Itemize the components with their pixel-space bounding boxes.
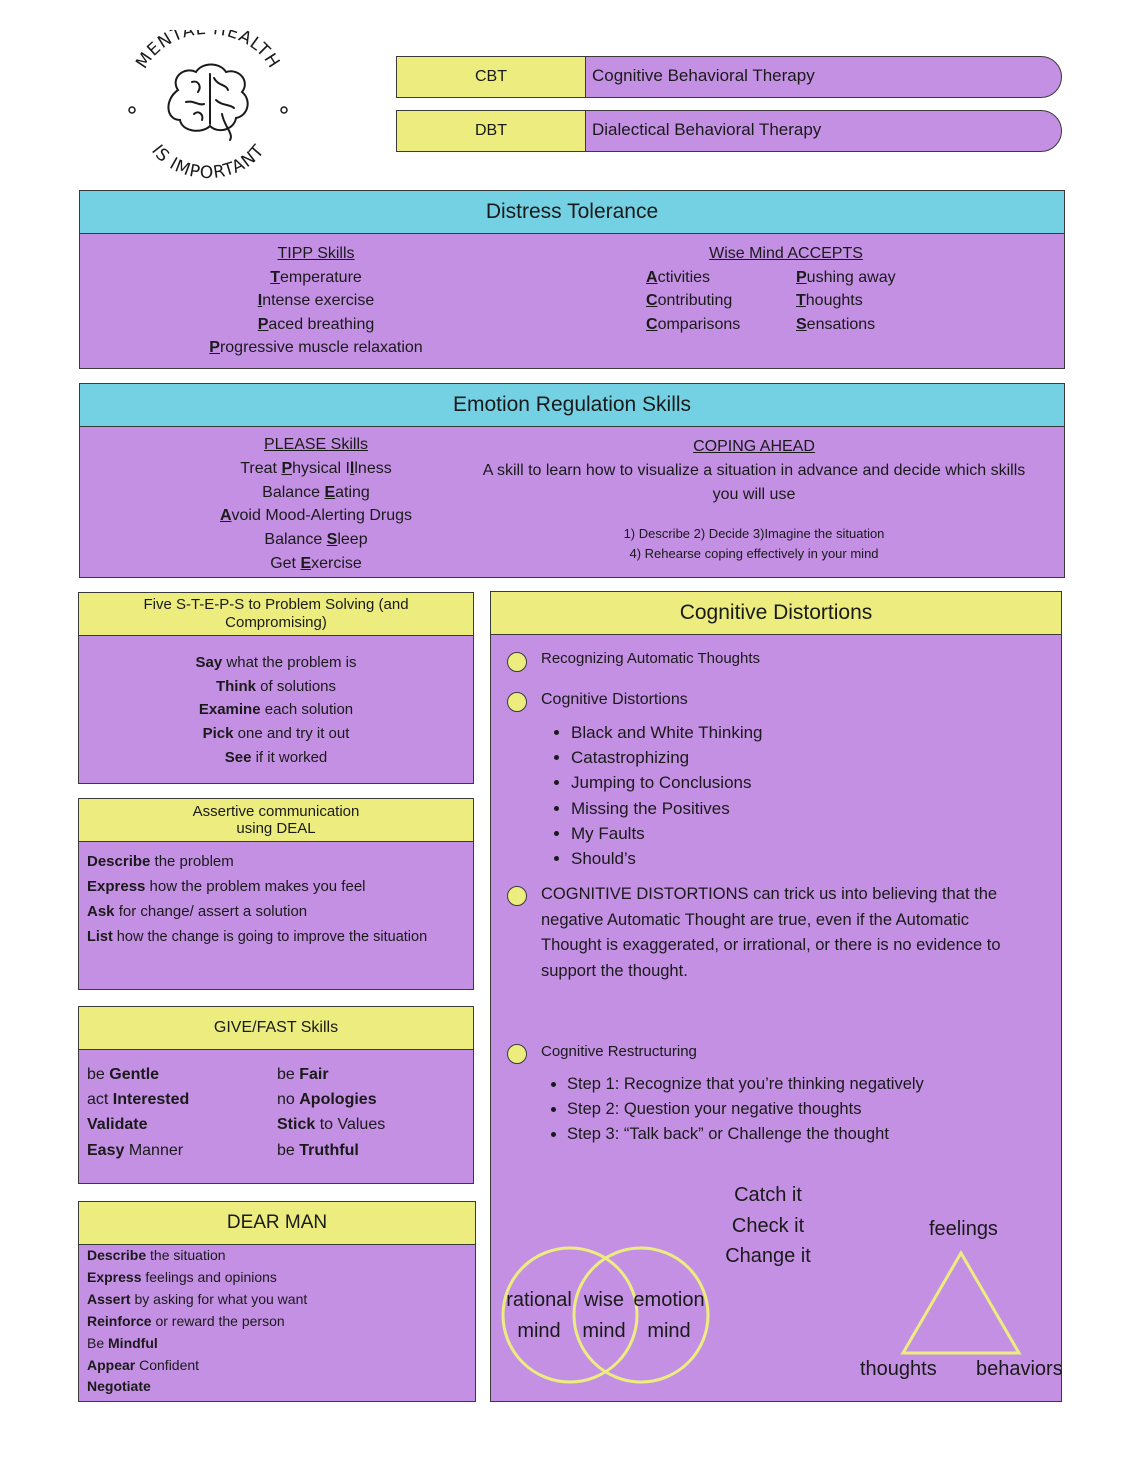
- list-item: Treat Physical Illness: [240, 459, 392, 477]
- dearman-header: DEAR MAN: [78, 1201, 476, 1245]
- list-item: • My Faults: [571, 821, 941, 846]
- coping-section: [478, 435, 1030, 564]
- list-item: Think of solutions: [215, 677, 337, 695]
- list-item: Appear Confident: [87, 1356, 200, 1373]
- list-item: List how the change is going to improve the situation: [87, 928, 428, 945]
- distortions-body: [490, 634, 1062, 1402]
- list-item: act Interested: [87, 1091, 190, 1109]
- list-item: Stick to Values: [277, 1116, 386, 1134]
- list-item: Activities: [646, 268, 711, 286]
- distress-header: Distress Tolerance: [79, 190, 1065, 234]
- svg-text:IS IMPORTANT: IS IMPORTANT: [147, 140, 269, 180]
- please-title: PLEASE Skills: [263, 436, 369, 453]
- steps-header: Five S-T-E-P-S to Problem Solving (and Compromising): [78, 592, 474, 636]
- list-item: Progressive muscle relaxation: [209, 339, 423, 356]
- list-item: • Step 1: Recognize that you’re thinking negatively: [567, 1072, 957, 1097]
- svg-text:MENTAL HEALTH: MENTA EALTH: [132, 30, 284, 73]
- accepts-right: [796, 266, 956, 337]
- catch-line: Change it: [725, 1245, 811, 1267]
- list-item: See if it worked: [224, 748, 328, 766]
- catch-line: Check it: [731, 1214, 805, 1237]
- coping-steps: 1) Describe 2) Decide 3)Imagine the situation: [623, 526, 885, 542]
- coping-desc: A skill to learn how to visualize a situation in advance and decide which skills you will use: [482, 461, 1026, 503]
- list-item: Sensations: [796, 315, 876, 333]
- please-list: [190, 433, 442, 576]
- list-item: Thoughts: [796, 292, 863, 309]
- triangle-right-label: behaviors: [976, 1358, 1063, 1380]
- distress-body: [79, 233, 1065, 369]
- list-item: no Apologies: [277, 1091, 377, 1109]
- coping-steps: 4) Rehearse coping effectively in your mind: [629, 546, 879, 562]
- catch-check-change: [701, 1180, 835, 1272]
- logo: [118, 30, 298, 180]
- list-item: Avoid Mood-Alerting Drugs: [219, 507, 413, 525]
- distortion-point: Cognitive Restructuring: [541, 1043, 697, 1060]
- abbrev-abbr: CBT: [396, 56, 586, 98]
- list-item: Describe the problem: [87, 853, 234, 870]
- abbrev-row-cbt: [396, 56, 1062, 98]
- list-item: be Gentle: [87, 1066, 160, 1083]
- list-item: Pick one and try it out: [202, 725, 350, 743]
- coping-title: COPING AHEAD: [693, 438, 815, 455]
- abbrev-abbr: DBT: [396, 110, 586, 152]
- tipp-list: [180, 242, 452, 360]
- triangle-left-label: thoughts: [860, 1358, 937, 1380]
- list-item: • Step 3: “Talk back” or Challenge the thought: [567, 1122, 957, 1147]
- bullet-circle-icon: [507, 692, 527, 712]
- venn-right-label: emotion mind: [633, 1289, 705, 1342]
- list-item: Easy Manner: [87, 1141, 184, 1159]
- abbrev-full: Dialectical Behavioral Therapy: [585, 110, 1062, 152]
- restructure-list: [537, 1072, 957, 1148]
- givefast-body: [78, 1049, 474, 1184]
- emotion-header: Emotion Regulation Skills: [79, 383, 1065, 427]
- accepts-left: [646, 266, 786, 337]
- list-item: Describe the situation: [87, 1247, 226, 1263]
- accepts-title: Wise Mind ACCEPTS: [709, 245, 863, 262]
- list-item: Express how the problem makes you feel: [87, 878, 366, 896]
- list-item: Get Exercise: [270, 554, 362, 572]
- list-item: Express feelings and opinions: [87, 1268, 277, 1285]
- givefast-left: [87, 1062, 267, 1163]
- list-item: be Fair: [277, 1066, 329, 1083]
- list-item: Be Mindful: [87, 1334, 158, 1351]
- catch-line: Catch it: [734, 1184, 802, 1206]
- list-item: Balance Sleep: [264, 531, 368, 549]
- list-item: • Black and White Thinking: [571, 720, 941, 745]
- deal-title: using DEAL: [236, 820, 316, 837]
- list-item: be Truthful: [277, 1141, 359, 1159]
- distortion-point: COGNITIVE DISTORTIONS can trick us into believing that the negative Automatic Thought are true, even if the Automatic Thought is exaggerated, or irrational, or there is no evidence to support the thought.: [541, 885, 1001, 980]
- venn-left-label: rational mind: [506, 1289, 572, 1342]
- list-item: Say what the problem is: [195, 654, 357, 671]
- emotion-body: [79, 426, 1065, 578]
- list-item: Intense exercise: [257, 292, 375, 309]
- list-item: Temperature: [270, 268, 362, 286]
- bullet-circle-icon: [507, 652, 527, 672]
- givefast-header: GIVE/FAST Skills: [78, 1006, 474, 1050]
- dearman-body: [78, 1244, 476, 1402]
- list-item: • Catastrophizing: [571, 745, 941, 770]
- bullet-circle-icon: [507, 1044, 527, 1064]
- deal-title: Assertive communication: [192, 803, 360, 820]
- deal-header: [78, 798, 474, 842]
- list-item: Validate: [87, 1116, 148, 1134]
- distortions-header: Cognitive Distortions: [490, 591, 1062, 635]
- list-item: Comparisons: [646, 315, 741, 333]
- list-item: Paced breathing: [257, 315, 375, 333]
- tipp-title: TIPP Skills: [277, 245, 355, 262]
- list-item: • Should’s: [571, 846, 941, 871]
- venn-mid-label: wise mind: [582, 1289, 626, 1342]
- deal-body: [78, 841, 474, 990]
- triangle-icon: [895, 1247, 1027, 1359]
- brain-logo-icon: [118, 30, 298, 180]
- list-item: • Step 2: Question your negative thoughts: [567, 1097, 957, 1122]
- list-item: Examine each solution: [198, 701, 354, 719]
- list-item: • Missing the Positives: [571, 796, 941, 821]
- list-item: Negotiate: [87, 1378, 151, 1395]
- steps-body: [78, 635, 474, 784]
- distortion-point: Recognizing Automatic Thoughts: [541, 650, 761, 667]
- bullet-circle-icon: [507, 886, 527, 906]
- list-item: Pushing away: [796, 268, 896, 286]
- list-item: Contributing: [646, 292, 733, 309]
- abbrev-row-dbt: [396, 110, 1062, 152]
- distortion-list: [541, 720, 941, 871]
- list-item: Assert by asking for what you want: [87, 1290, 308, 1307]
- distortion-point: Cognitive Distortions: [541, 691, 688, 708]
- givefast-right: [277, 1062, 467, 1163]
- list-item: Reinforce or reward the person: [87, 1312, 285, 1329]
- list-item: Balance Eating: [262, 483, 370, 501]
- triangle-top-label: feelings: [929, 1218, 998, 1240]
- abbrev-full: Cognitive Behavioral Therapy: [585, 56, 1062, 98]
- list-item: • Jumping to Conclusions: [571, 770, 941, 795]
- list-item: Ask for change/ assert a solution: [87, 903, 308, 921]
